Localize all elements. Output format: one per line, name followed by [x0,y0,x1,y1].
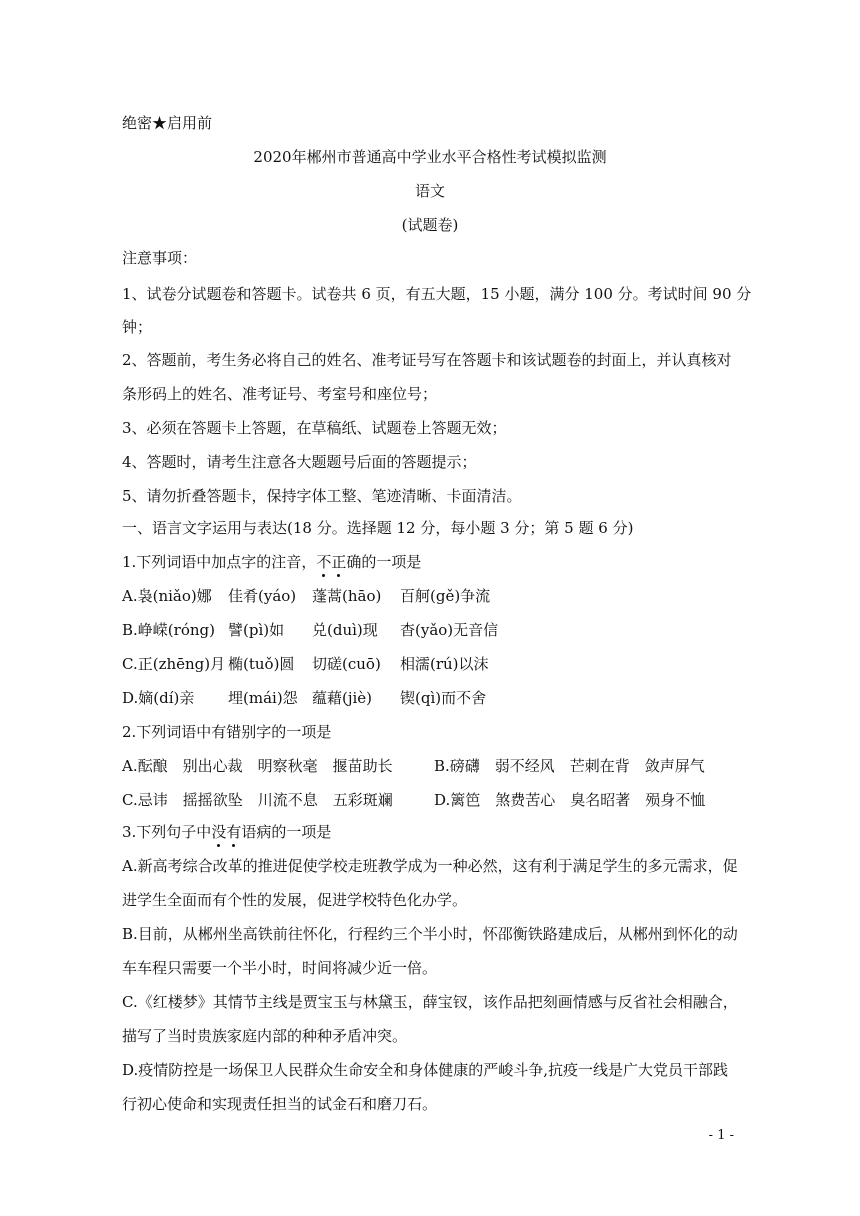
q3-option-d-cont: 行初心使命和实现责任担当的试金石和磨刀石。 [122,1095,438,1113]
question-3-stem: 3.下列句子中没有语病的一项是 [122,823,332,841]
question-2-stem: 2.下列词语中有错别字的一项是 [122,723,332,741]
q3-option-a-cont: 进学生全面而有个性的发展，促进学校特色化办学。 [122,891,468,909]
confidential-label: 绝密★启用前 [122,114,213,132]
note-2-cont: 条形码上的姓名、准考证号、考室号和座位号； [122,385,438,403]
note-1-cont: 钟； [122,318,153,336]
q3-option-c-cont: 描写了当时贵族家庭内部的种种矛盾冲突。 [122,1027,408,1045]
note-3: 3、必须在答题卡上答题，在草稿纸、试题卷上答题无效； [122,419,507,437]
emphasis-char: 不 [316,553,332,571]
q2-option-b: B.磅礴 弱不经风 芒刺在背 敛声屏气 [434,757,705,775]
note-1: 1、试卷分试题卷和答题卡。试卷共 6 页，有五大题，15 小题，满分 100 分。考试时间 90 分 [122,285,752,303]
emphasis-char: 有 [226,823,242,841]
subject-title: 语文 [414,182,445,200]
q3-option-d: D.疫情防控是一场保卫人民群众生命安全和身体健康的严峻斗争,抗疫一线是广大党员干部践 [122,1061,729,1079]
q3-option-b-cont: 车车程只需要一个半小时，时间将减少近一倍。 [122,959,438,977]
note-2: 2、答题前，考生务必将自己的姓名、准考证号写在答题卡和该试题卷的封面上，并认真核对 [122,351,732,369]
q3-option-b: B.目前，从郴州坐高铁前往怀化，行程约三个半小时，怀邵衡铁路建成后，从郴州到怀化的动 [122,925,738,943]
q1-option-b: B.峥嵘(róng) 譬(pì)如 兑(duì)现 杳(yǎo)无音信 [122,621,499,639]
exam-title: 2020年郴州市普通高中学业水平合格性考试模拟监测 [253,148,607,166]
q3-option-a: A.新高考综合改革的推进促使学校走班教学成为一种必然，这有利于满足学生的多元需求，促 [122,857,738,875]
q1-option-d: D.嫡(dí)亲 埋(mái)怨 蕴藉(jiè) 锲(qì)而不舍 [122,689,487,707]
notes-heading: 注意事项： [122,249,198,267]
q2-option-c: C.忌讳 摇摇欲坠 川流不息 五彩斑斓 [122,791,393,809]
emphasis-char: 正 [331,553,347,571]
q1-option-a: A.袅(niǎo)娜 佳肴(yáo) 蓬蒿(hāo) 百舸(gě)争流 [122,587,491,605]
page-number: - 1 - [708,1128,734,1143]
question-1-stem: 1.下列词语中加点字的注音，不正确的一项是 [122,553,422,571]
section-1-title: 一、语言文字运用与表达(18 分。选择题 12 分，每小题 3 分；第 5 题 6 分) [122,519,634,537]
emphasis-char: 没 [211,823,227,841]
q3-option-c: C.《红楼梦》其情节主线是贾宝玉与林黛玉，薛宝钗，该作品把刻画情感与反省社会相融合， [122,993,738,1011]
q2-option-d: D.篱笆 煞费苦心 臭名昭著 殒身不恤 [434,791,706,809]
paper-type: (试题卷) [401,216,459,234]
note-4: 4、答题时，请考生注意各大题题号后面的答题提示； [122,453,477,471]
q1-option-c: C.正(zhēng)月 椭(tuǒ)圆 切磋(cuō) 相濡(rú)以沫 [122,655,489,673]
q2-option-a: A.酝酿 别出心裁 明察秋毫 揠苗助长 [122,757,393,775]
note-5: 5、请勿折叠答题卡，保持字体工整、笔迹清晰、卡面清洁。 [122,487,522,505]
